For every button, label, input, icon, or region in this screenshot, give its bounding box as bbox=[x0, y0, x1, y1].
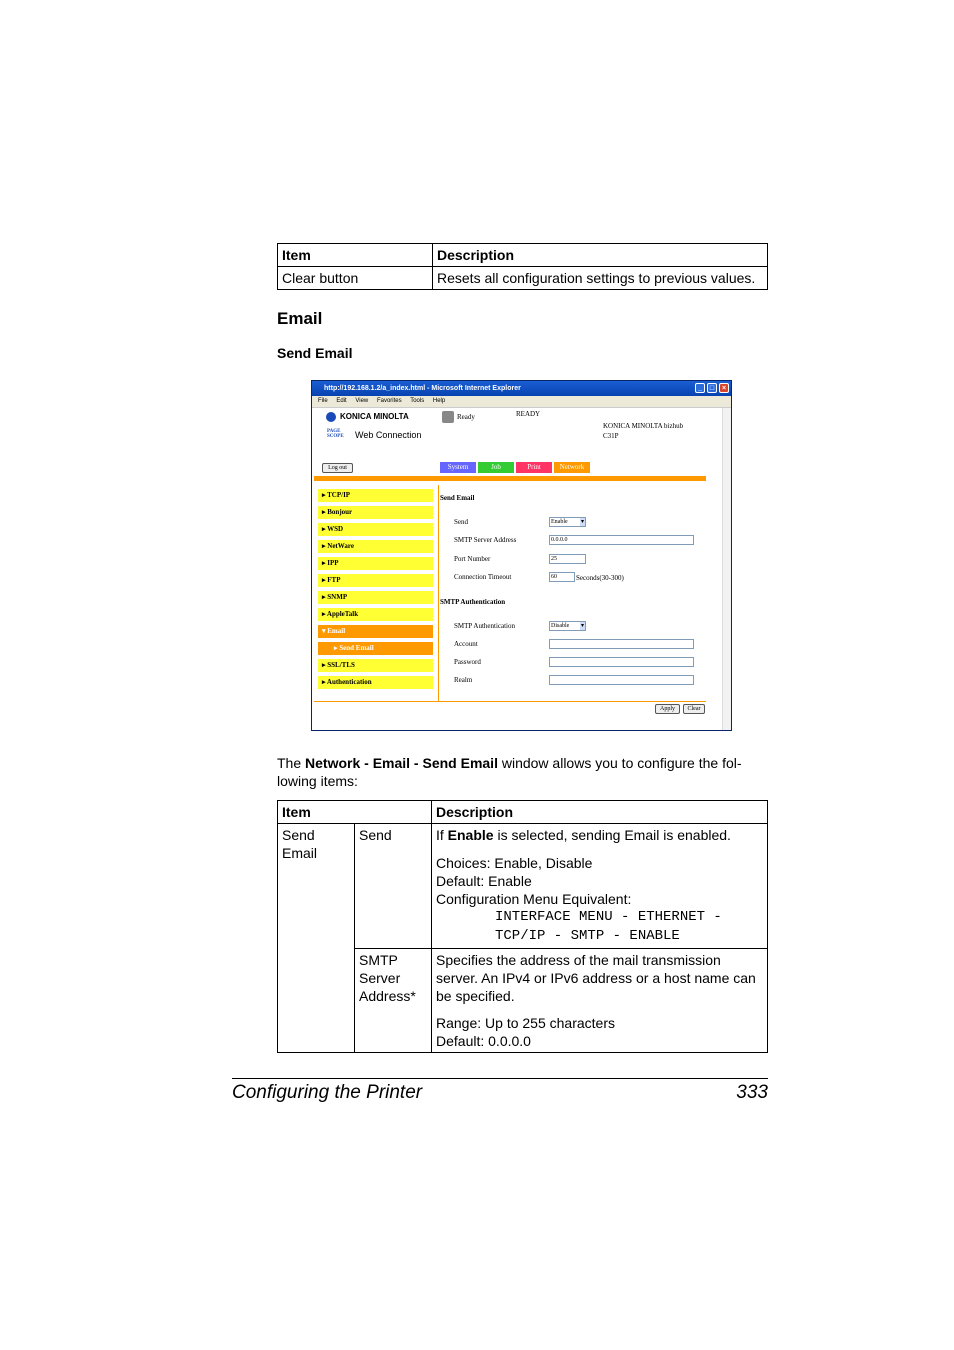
menu-view[interactable]: View bbox=[355, 398, 369, 404]
top-table-header-item: Item bbox=[278, 244, 433, 267]
chevron-down-icon: ▾ bbox=[580, 623, 584, 629]
tab-job[interactable]: Job bbox=[478, 462, 514, 473]
pagescope-logo: PAGE SCOPE bbox=[327, 429, 344, 439]
nav-appletalk[interactable]: ▸ AppleTalk bbox=[318, 608, 433, 621]
printer-icon bbox=[442, 411, 454, 423]
item-send: Send bbox=[355, 824, 432, 949]
send-choices: Choices: Enable, Disable bbox=[436, 855, 593, 871]
item-smtp-server-address: SMTP Server Address* bbox=[355, 949, 432, 1053]
header-divider bbox=[314, 476, 706, 481]
password-label: Password bbox=[454, 658, 481, 666]
menu-favorites[interactable]: Favorites bbox=[376, 398, 402, 404]
minimize-icon[interactable]: _ bbox=[695, 383, 705, 393]
tab-network[interactable]: Network bbox=[554, 462, 590, 473]
status-ready-caps: READY bbox=[516, 410, 541, 418]
smtp-default: Default: 0.0.0.0 bbox=[436, 1033, 531, 1049]
tab-print[interactable]: Print bbox=[516, 462, 552, 473]
form-title: Send Email bbox=[440, 494, 475, 502]
browser-menu-bar bbox=[312, 396, 731, 408]
send-cfg-label: Configuration Menu Equivalent: bbox=[436, 891, 632, 907]
footer-divider bbox=[314, 701, 706, 702]
status-ready: Ready bbox=[457, 413, 475, 421]
auth-select[interactable]: Disable ▾ bbox=[551, 623, 584, 629]
top-table-description: Resets all configuration settings to previous values. bbox=[433, 267, 768, 290]
footer-rule bbox=[232, 1078, 768, 1079]
web-connection-logo: Web Connection bbox=[355, 430, 422, 440]
send-default: Default: Enable bbox=[436, 873, 532, 889]
nav-ipp[interactable]: ▸ IPP bbox=[318, 557, 433, 570]
timeout-hint: Seconds(30-300) bbox=[576, 574, 624, 582]
main-table-header-item: Item bbox=[278, 801, 432, 824]
intro-post: window allows you to configure the fol-lowing items: bbox=[277, 755, 742, 789]
nav-tcpip[interactable]: ▸ TCP/IP bbox=[318, 489, 433, 502]
smtp-range: Range: Up to 255 characters bbox=[436, 1015, 615, 1031]
timeout-label: Connection Timeout bbox=[454, 573, 512, 581]
sidebar-divider bbox=[438, 485, 439, 701]
smtp-desc: Specifies the address of the mail transmission server. An IPv4 or IPv6 address or a host name can be specified. bbox=[436, 952, 756, 1004]
model-line-2: C31P bbox=[603, 432, 619, 440]
tab-system[interactable]: System bbox=[440, 462, 476, 473]
main-table bbox=[277, 800, 768, 1053]
nav-wsd[interactable]: ▸ WSD bbox=[318, 523, 433, 536]
maximize-icon[interactable]: □ bbox=[707, 383, 717, 393]
nav-authentication[interactable]: ▸ Authentication bbox=[318, 676, 433, 689]
page-number: 333 bbox=[736, 1082, 768, 1103]
nav-send-email[interactable]: ▸ Send Email bbox=[318, 642, 433, 655]
auth-section-title: SMTP Authentication bbox=[440, 598, 506, 606]
auth-label: SMTP Authentication bbox=[454, 622, 515, 630]
menu-file[interactable]: File bbox=[318, 398, 328, 404]
port-label: Port Number bbox=[454, 555, 491, 563]
section-title: Email bbox=[277, 309, 323, 328]
account-input[interactable] bbox=[549, 639, 694, 649]
intro-paragraph bbox=[277, 754, 768, 790]
top-table-item: Clear button bbox=[278, 267, 433, 290]
close-icon[interactable]: × bbox=[719, 383, 729, 393]
realm-input[interactable] bbox=[549, 675, 694, 685]
port-input[interactable]: 25 bbox=[549, 554, 586, 564]
printer-model bbox=[603, 421, 683, 441]
send-cfg-line-2: TCP/IP - SMTP - ENABLE bbox=[495, 928, 680, 944]
scrollbar[interactable] bbox=[722, 408, 731, 730]
password-input[interactable] bbox=[549, 657, 694, 667]
browser-window-screenshot bbox=[311, 380, 732, 731]
nav-ssltls[interactable]: ▸ SSL/TLS bbox=[318, 659, 433, 672]
account-label: Account bbox=[454, 640, 478, 648]
realm-label: Realm bbox=[454, 676, 473, 684]
apply-button[interactable]: Apply bbox=[655, 704, 680, 714]
clear-button[interactable]: Clear bbox=[683, 704, 705, 714]
model-line-1: KONICA MINOLTA bizhub bbox=[603, 422, 684, 430]
konica-globe-icon bbox=[326, 412, 336, 422]
smtp-address-label: SMTP Server Address bbox=[454, 536, 517, 544]
nav-bonjour[interactable]: ▸ Bonjour bbox=[318, 506, 433, 519]
footer-title: Configuring the Printer bbox=[232, 1082, 423, 1103]
send-label: Send bbox=[454, 518, 468, 526]
menu-edit[interactable]: Edit bbox=[336, 398, 347, 404]
top-table bbox=[277, 243, 768, 290]
subsection-title: Send Email bbox=[277, 345, 353, 361]
intro-bold: Network - Email - Send Email bbox=[305, 755, 498, 771]
nav-snmp[interactable]: ▸ SNMP bbox=[318, 591, 433, 604]
desc-send bbox=[432, 824, 768, 949]
smtp-address-input[interactable]: 0.0.0.0 bbox=[549, 535, 694, 545]
menu-tools[interactable]: Tools bbox=[410, 398, 425, 404]
nav-ftp[interactable]: ▸ FTP bbox=[318, 574, 433, 587]
main-table-header-description: Description bbox=[432, 801, 768, 824]
browser-title: http://192.168.1.2/a_index.html - Microsoft Internet Explorer bbox=[324, 385, 521, 392]
menu-help[interactable]: Help bbox=[432, 398, 446, 404]
nav-email[interactable]: ▾ Email bbox=[318, 625, 433, 638]
browser-title-bar bbox=[312, 381, 731, 396]
send-cfg-line-1: INTERFACE MENU - ETHERNET - bbox=[495, 909, 722, 925]
timeout-input[interactable]: 60 bbox=[549, 572, 575, 582]
konica-logo: KONICA MINOLTA bbox=[340, 412, 409, 421]
send-desc-line: If Enable is selected, sending Email is enabled. bbox=[436, 827, 731, 843]
logout-button[interactable]: Log out bbox=[322, 463, 353, 473]
intro-pre: The bbox=[277, 755, 306, 771]
nav-netware[interactable]: ▸ NetWare bbox=[318, 540, 433, 553]
chevron-down-icon: ▾ bbox=[580, 519, 584, 525]
group-send-email: Send Email bbox=[278, 824, 355, 1053]
send-select[interactable]: Enable ▾ bbox=[551, 519, 584, 525]
top-table-header-description: Description bbox=[433, 244, 768, 267]
desc-smtp-server-address bbox=[432, 949, 768, 1053]
